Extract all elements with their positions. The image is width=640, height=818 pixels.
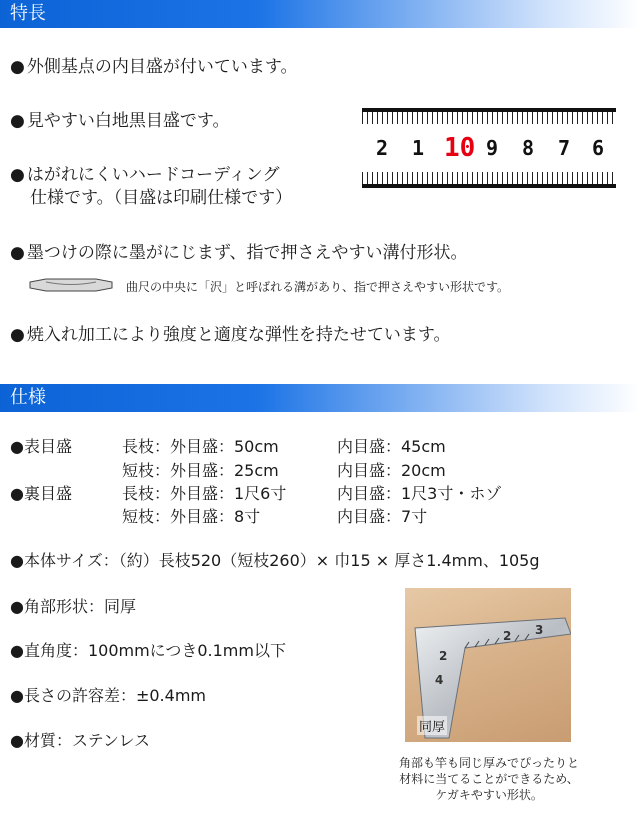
spec-row-3-branch: 長枝：外目盛：1尺6寸 — [122, 484, 287, 503]
bullet-icon: ● — [10, 111, 25, 131]
svg-text:2: 2 — [503, 629, 512, 643]
square-ruler-photo — [405, 588, 571, 742]
feature-text: 墨つけの際に墨がにじまず、指で押さえやすい溝付形状。 — [26, 243, 468, 263]
bullet-icon: ● — [10, 437, 24, 456]
spec-text: 角部形状：同厚 — [23, 597, 136, 616]
spec-body-size — [10, 548, 540, 571]
spec-row-4-inner: 内目盛：7寸 — [337, 507, 428, 526]
spec-row-2-inner: 内目盛：20cm — [337, 461, 446, 480]
photo-caption-line-3: ケガキやすい形状。 — [435, 788, 543, 802]
spec-label-text: 表目盛 — [23, 437, 72, 456]
photo-caption-line-2: 材料に当てることができるため、 — [399, 772, 579, 786]
spec-text: 直角度：100mmにつき0.1mm以下 — [23, 641, 286, 660]
ruler-number: 8 — [522, 136, 535, 160]
spec-text: 本体サイズ：（約）長枝520（短枝260）× 巾15 × 厚さ1.4mm、105g — [23, 551, 540, 570]
feature-item-3 — [10, 160, 279, 185]
spec-label-text: 裏目盛 — [23, 484, 72, 503]
feature-text: 外側基点の内目盛が付いています。 — [26, 57, 298, 77]
ruler-numbers — [362, 133, 616, 166]
ruler-number: 7 — [558, 136, 571, 160]
spec-material — [10, 728, 150, 751]
feature-item-2 — [10, 106, 229, 131]
feature-item-1 — [10, 52, 297, 77]
spec-row-1-inner: 内目盛：45cm — [337, 437, 446, 456]
ruler-number: 6 — [592, 136, 605, 160]
bullet-icon: ● — [10, 243, 25, 263]
bullet-icon: ● — [10, 325, 25, 345]
ruler-number: 1 — [412, 136, 425, 160]
spec-back-label — [10, 481, 72, 504]
feature-item-4 — [10, 238, 467, 263]
feature-text: 見やすい白地黒目盛です。 — [26, 111, 230, 131]
spec-text: 材質：ステンレス — [23, 731, 150, 750]
groove-shape-icon — [28, 278, 114, 292]
spec-squareness — [10, 638, 286, 661]
spec-length-tolerance — [10, 683, 206, 706]
bullet-icon: ● — [10, 57, 25, 77]
groove-note: 曲尺の中央に「沢」と呼ばれる溝があり、指で押さえやすい形状です。 — [126, 280, 510, 294]
bullet-icon: ● — [10, 551, 24, 570]
spec-row-3-inner: 内目盛：1尺3寸・ホゾ — [337, 484, 502, 503]
spec-front-label — [10, 434, 72, 457]
bullet-icon: ● — [10, 731, 24, 750]
bullet-icon: ● — [10, 484, 24, 503]
spec-corner-shape — [10, 594, 136, 617]
svg-text:2: 2 — [439, 649, 448, 663]
features-header: 特長 — [0, 0, 640, 28]
spec-row-4-branch: 短枝：外目盛：8寸 — [122, 507, 261, 526]
feature-item-5 — [10, 320, 450, 345]
spec-row-2-branch: 短枝：外目盛：25cm — [122, 461, 279, 480]
feature-text: 焼入れ加工により強度と適度な弾性を持たせています。 — [26, 325, 451, 345]
ruler-number-highlight: 10 — [444, 133, 476, 163]
photo-label: 同厚 — [417, 716, 447, 735]
ruler-illustration — [362, 108, 616, 188]
bullet-icon: ● — [10, 641, 24, 660]
bullet-icon: ● — [10, 165, 25, 185]
bullet-icon: ● — [10, 597, 24, 616]
spec-row-1-branch: 長枝：外目盛：50cm — [122, 437, 279, 456]
svg-text:3: 3 — [535, 623, 544, 637]
photo-caption-line-1: 角部も竿も同じ厚みでぴったりと — [398, 756, 579, 770]
bullet-icon: ● — [10, 686, 24, 705]
ruler-ticks-top — [362, 112, 616, 124]
spec-header: 仕様 — [0, 384, 640, 412]
spec-text: 長さの許容差：±0.4mm — [23, 686, 206, 705]
svg-text:4: 4 — [435, 673, 444, 687]
ruler-number: 9 — [486, 136, 499, 160]
feature-text: はがれにくいハードコーディング — [26, 165, 280, 185]
feature-item-3-cont: 仕様です。（目盛は印刷仕様です） — [30, 188, 293, 208]
ruler-ticks-bottom — [362, 172, 616, 184]
ruler-number: 2 — [376, 136, 389, 160]
